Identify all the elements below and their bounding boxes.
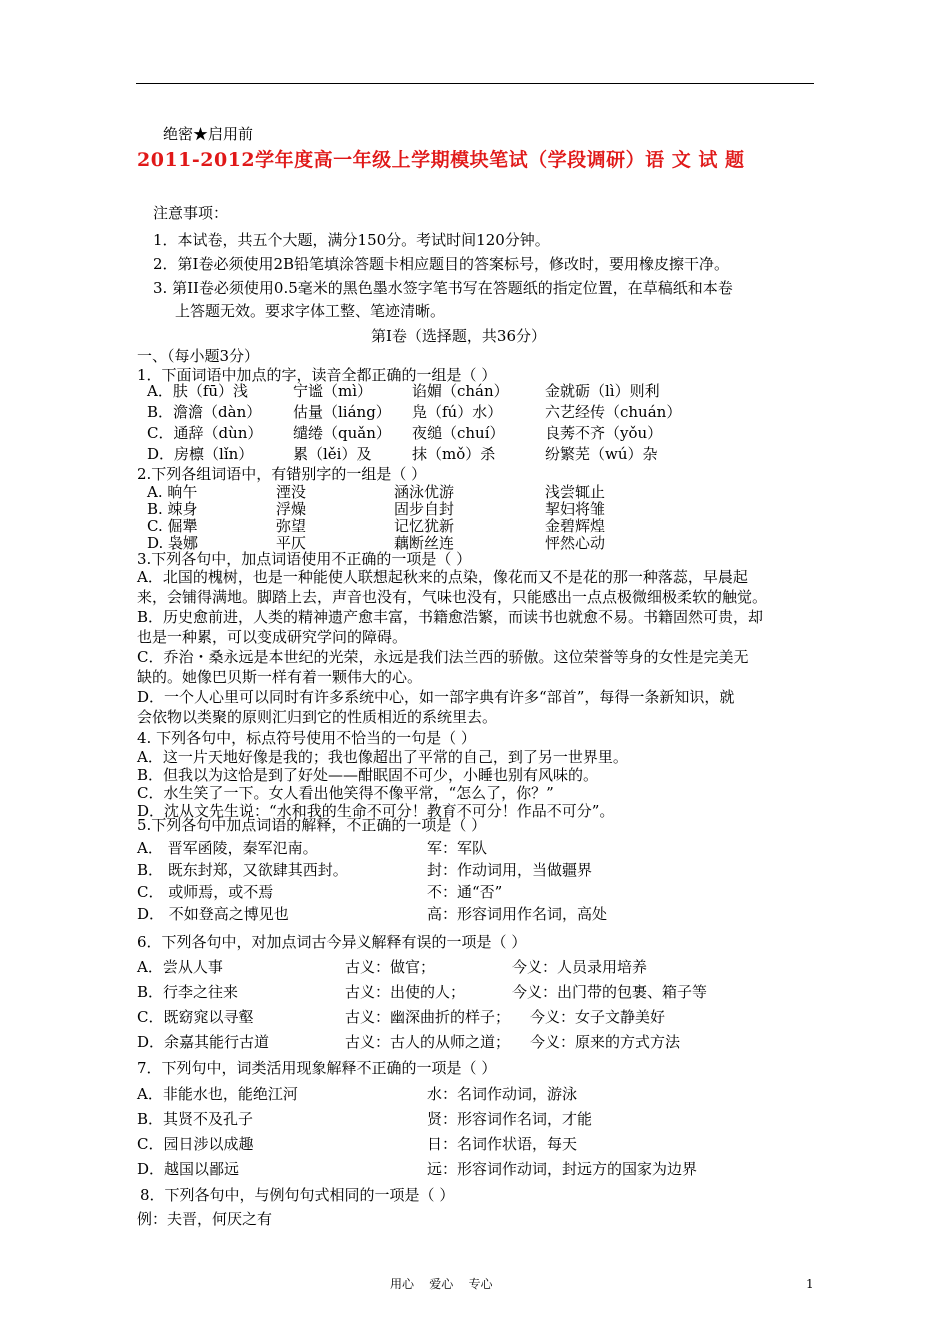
q2-a-3: 涵泳优游	[394, 483, 455, 501]
q3-line-7: D．一个人心里可以同时有许多系统中心，如一部字典有许多“部首”，每得一条新知识，就	[137, 688, 735, 706]
footer-slogan: 用心 爱心 专心	[390, 1277, 493, 1291]
q2-b-4: 挈妇将雏	[545, 500, 606, 518]
q5-d-2: 高：形容词用作名词，高处	[427, 905, 608, 923]
q5-row-c	[0, 882, 950, 902]
q1-row-a	[0, 381, 950, 401]
q2-d-3: 藕断丝连	[394, 534, 455, 552]
q5-d-1: D． 不如登高之博见也	[137, 905, 289, 923]
q4-line-1: A．这一片天地好像是我的；我也像超出了平常的自己，到了另一世界里。	[137, 748, 628, 766]
q7-b-1: B．其贤不及孔子	[137, 1110, 254, 1128]
q3-line-5: C．乔治・桑永远是本世纪的光荣，永远是我们法兰西的骄傲。这位荣誉等身的女性是完美无	[137, 648, 749, 666]
q7-row-a	[0, 1084, 950, 1104]
q6-c-3: 今义：女子文静美好	[530, 1008, 666, 1026]
q3-stem: 3.下列各句中，加点词语使用不正确的一项是（ ）	[137, 550, 472, 568]
q6-a-1: A．尝从人事	[137, 958, 223, 976]
q1-d-4: 纷繁芜（wú）杂	[545, 445, 658, 463]
q6-b-2: 古义：出使的人；	[345, 983, 466, 1001]
q1-a-2: 宁谧（mì）	[293, 382, 373, 400]
q1-c-4: 良莠不齐（yǒu）	[545, 424, 663, 442]
q6-row-a	[0, 957, 950, 977]
q1-d-1: D．房檩（lǐn）	[147, 445, 254, 463]
q6-d-1: D．余嘉其能行古道	[137, 1033, 270, 1051]
q2-c-3: 记忆犹新	[394, 517, 455, 535]
q2-c-2: 弥望	[276, 517, 307, 535]
q4-stem: 4. 下列各句中，标点符号使用不恰当的一句是（ ）	[137, 729, 476, 747]
q1-a-1: A．肤（fū）浅	[147, 382, 249, 400]
q5-row-a	[0, 838, 950, 858]
q4-line-2: B．但我以为这恰是到了好处——酣眠固不可少，小睡也别有风味的。	[137, 766, 599, 784]
q2-d-2: 平仄	[276, 534, 307, 552]
q7-d-2: 远：形容词作动词，封远方的国家为边界	[427, 1160, 698, 1178]
q1-a-4: 金就砺（lì）则利	[545, 382, 660, 400]
q2-b-2: 浮燥	[276, 500, 307, 518]
q6-row-d	[0, 1032, 950, 1052]
q6-stem: 6．下列各句中，对加点词古今异义解释有误的一项是（ ）	[137, 933, 527, 951]
q6-c-1: C．既窈窕以寻壑	[137, 1008, 254, 1026]
q1-row-c	[0, 423, 950, 443]
q6-b-3: 今义：出门带的包裹、箱子等	[512, 983, 708, 1001]
q1-row-d	[0, 444, 950, 464]
q1-stem: 1．下面词语中加点的字，读音全都正确的一组是（ ）	[137, 366, 497, 384]
q5-row-d	[0, 904, 950, 924]
q5-a-1: A． 晋军函陵，秦军氾南。	[137, 839, 318, 857]
q8-example: 例：夫晋，何厌之有	[137, 1210, 273, 1228]
q5-c-2: 不：通“否”	[427, 883, 503, 901]
q1-d-2: 累（lěi）及	[293, 445, 372, 463]
q1-b-3: 凫（fú）水）	[412, 403, 503, 421]
q6-d-3: 今义：原来的方式方法	[530, 1033, 681, 1051]
q3-line-4: 也是一种累，可以变成研究学问的障碍。	[137, 628, 408, 646]
q2-a-2: 湮没	[276, 483, 307, 501]
q7-a-1: A．非能水也，能绝江河	[137, 1085, 298, 1103]
q1-b-2: 估量（liáng）	[293, 403, 391, 421]
q1-c-3: 夜缒（chuí）	[412, 424, 505, 442]
q2-a-1: A. 晌午	[147, 483, 198, 501]
section-heading: 第Ⅰ卷（选择题，共36分）	[371, 327, 547, 345]
q6-b-1: B．行李之往来	[137, 983, 239, 1001]
part-heading: 一、（每小题3分）	[137, 347, 260, 365]
q2-c-4: 金碧辉煌	[545, 517, 606, 535]
q4-line-4: D．沈从文先生说：“水和我的生命不可分！教育不可分！作品不可分”。	[137, 802, 615, 820]
note-3a: 3. 第II卷必须使用0.5毫米的黑色墨水签字笔书写在答题纸的指定位置，在草稿纸和本卷	[153, 279, 733, 297]
q1-c-1: C．通辞（dùn）	[147, 424, 263, 442]
q3-line-3: B．历史愈前进，人类的精神遗产愈丰富，书籍愈浩繁，而读书也就愈不易。书籍固然可贵，却	[137, 608, 764, 626]
q5-stem: 5.下列各句中加点词语的解释，不正确的一项是（ ）	[137, 816, 487, 834]
q1-b-4: 六艺经传（chuán）	[545, 403, 682, 421]
q7-row-d	[0, 1159, 950, 1179]
header-rule	[136, 83, 814, 84]
q2-stem: 2.下列各组词语中，有错别字的一组是（ ）	[137, 465, 427, 483]
q7-stem: 7．下列句中，词类活用现象解释不正确的一项是（ ）	[137, 1059, 497, 1077]
q2-b-3: 固步自封	[394, 500, 455, 518]
q2-b-1: B. 竦身	[147, 500, 198, 518]
q5-a-2: 军：军队	[427, 839, 488, 857]
q5-row-b	[0, 860, 950, 880]
q1-c-2: 缱绻（quǎn）	[293, 424, 391, 442]
q4-line-3: C．水生笑了一下。女人看出他笑得不像平常，“怎么了，你？”	[137, 784, 554, 802]
q1-a-3: 谄媚（chán）	[412, 382, 509, 400]
q7-c-1: C．园日涉以成趣	[137, 1135, 254, 1153]
note-2: 2．第Ⅰ卷必须使用2B铅笔填涂答题卡相应题目的答案标号，修改时，要用橡皮擦干净。	[153, 255, 730, 273]
q1-row-b	[0, 402, 950, 422]
q5-b-1: B． 既东封郑，又欲肆其西封。	[137, 861, 348, 879]
q6-c-2: 古义：幽深曲折的样子；	[345, 1008, 511, 1026]
q3-line-8: 会依物以类聚的原则汇归到它的性质相近的系统里去。	[137, 708, 498, 726]
q7-row-b	[0, 1109, 950, 1129]
q7-c-2: 日：名词作状语，每天	[427, 1135, 578, 1153]
q6-row-c	[0, 1007, 950, 1027]
q1-d-3: 抹（mǒ）杀	[412, 445, 496, 463]
page-title: 2011-2012学年度高一年级上学期模块笔试（学段调研）语 文 试 题	[137, 149, 745, 171]
q7-a-2: 水：名词作动词，游泳	[427, 1085, 578, 1103]
q2-c-1: C. 倔犟	[147, 517, 198, 535]
q2-d-1: D. 袅娜	[147, 534, 199, 552]
q2-a-4: 浅尝辄止	[545, 483, 606, 501]
secret-mark: 绝密★启用前	[163, 125, 254, 143]
q3-line-1: A．北国的槐树，也是一种能使人联想起秋来的点染，像花而又不是花的那一种落蕊，早晨起	[137, 568, 748, 586]
q2-d-4: 怦然心动	[545, 534, 606, 552]
q6-row-b	[0, 982, 950, 1002]
note-1: 1．本试卷，共五个大题，满分150分。考试时间120分钟。	[153, 231, 550, 249]
q6-a-2: 古义：做官；	[345, 958, 436, 976]
q8-stem: 8．下列各句中，与例句句式相同的一项是（ ）	[140, 1186, 455, 1204]
q1-b-1: B．澹澹（dàn）	[147, 403, 262, 421]
q3-line-2: 来，会铺得满地。脚踏上去，声音也没有，气味也没有，只能感出一点点极微细极柔软的触觉。	[137, 588, 768, 606]
q7-d-1: D．越国以鄙远	[137, 1160, 240, 1178]
q3-line-6: 缺的。她像巴贝斯一样有着一颗伟大的心。	[137, 668, 423, 686]
q6-d-2: 古义：古人的从师之道；	[345, 1033, 511, 1051]
q5-b-2: 封：作动词用，当做疆界	[427, 861, 593, 879]
page-number: 1	[806, 1277, 814, 1291]
note-3b: 上答题无效。要求字体工整、笔迹清晰。	[175, 302, 446, 320]
notes-heading: 注意事项：	[153, 204, 229, 222]
q6-a-3: 今义：人员录用培养	[512, 958, 648, 976]
q7-b-2: 贤：形容词作名词，才能	[427, 1110, 593, 1128]
q5-c-1: C． 或师焉，或不焉	[137, 883, 274, 901]
q7-row-c	[0, 1134, 950, 1154]
